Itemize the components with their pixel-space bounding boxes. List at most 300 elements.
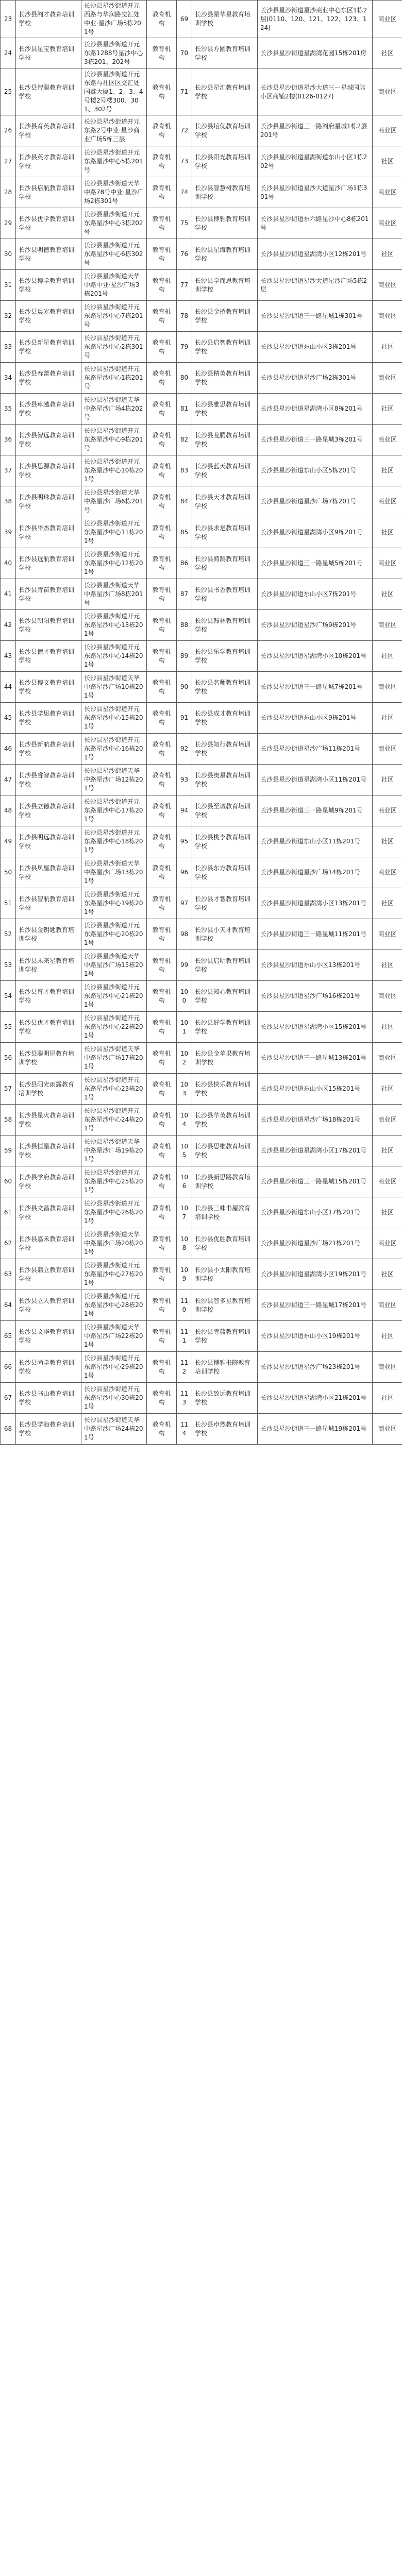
school-category: 教育机构 [147,857,177,888]
table-row [1,950,402,981]
school-name: 长沙县星火教育培训学校 [16,1105,81,1136]
school-name: 长沙县卓越教育培训学校 [16,394,81,425]
school-name: 长沙县湘才教育培训学校 [16,1,81,38]
row-index-right: 74 [177,177,192,208]
school-name-right: 长沙县翰林教育培训学校 [192,610,258,641]
row-index: 41 [1,579,16,610]
location-type-right: 社区 [373,1074,402,1105]
table-row [1,301,402,332]
school-category: 教育机构 [147,579,177,610]
row-index-right: 82 [177,425,192,455]
row-index: 56 [1,1043,16,1074]
school-name: 长沙县恒星教育培训学校 [16,1136,81,1166]
table-row [1,115,402,146]
row-index: 48 [1,795,16,826]
school-category: 教育机构 [147,950,177,981]
school-address: 长沙县星沙街道开元东路星沙中心11栋201号 [81,517,147,548]
location-type-right: 社区 [373,765,402,795]
school-name: 长沙县智聪教育培训学校 [16,69,81,115]
row-index-right: 101 [177,1012,192,1043]
school-address: 长沙县星沙街道天华中路星沙广场15栋201号 [81,950,147,981]
row-index: 62 [1,1228,16,1259]
school-address: 长沙县星沙街道天华中路星沙广场17栋201号 [81,1043,147,1074]
school-name: 长沙县新航教育培训学校 [16,734,81,765]
location-type-right: 社区 [373,888,402,919]
school-category: 教育机构 [147,208,177,239]
school-address-right: 长沙县星沙街道星湖湾花园15栋201房 [258,38,373,69]
school-category: 教育机构 [147,703,177,734]
row-index: 38 [1,486,16,517]
school-name: 长沙县尚学教育培训学校 [16,1352,81,1383]
school-name-right: 长沙县青蓝教育培训学校 [192,1321,258,1352]
row-index-right: 113 [177,1383,192,1414]
school-name-right: 长沙县知心教育培训学校 [192,981,258,1012]
school-address-right: 长沙县星沙街道星沙大道星沙广场1栋301号 [258,177,373,208]
location-type-right: 商业区 [373,795,402,826]
school-name-right: 长沙县雅思教育培训学校 [192,394,258,425]
school-address-right: 长沙县星沙街道东山小区17栋201号 [258,1197,373,1228]
school-category: 教育机构 [147,1259,177,1290]
location-type-right: 商业区 [373,208,402,239]
school-address-right: 长沙县星沙街道星沙广场14栋201号 [258,857,373,888]
school-name-right: 长沙县至诚教育培训学校 [192,795,258,826]
table-row [1,1414,402,1445]
row-index: 30 [1,239,16,270]
location-type-right: 商业区 [373,177,402,208]
table-row [1,1259,402,1290]
school-category: 教育机构 [147,38,177,69]
school-category: 教育机构 [147,1383,177,1414]
school-name: 长沙县育才教育培训学校 [16,981,81,1012]
row-index-right: 104 [177,1105,192,1136]
school-name-right: 长沙县桃李教育培训学校 [192,826,258,857]
school-name: 长沙县新星教育培训学校 [16,332,81,363]
row-index-right: 102 [177,1043,192,1074]
school-address-right: 长沙县星沙街道星湖湾小区11栋201号 [258,765,373,795]
location-type-right: 社区 [373,146,402,177]
school-name-right: 长沙县蓝天教育培训学校 [192,455,258,486]
row-index-right: 110 [177,1290,192,1321]
school-address-right: 长沙县星沙街道星沙广场21栋201号 [258,1228,373,1259]
school-address-right: 长沙县星沙街道三一路星城19栋201号 [258,1414,373,1445]
school-name: 长沙县明德教育培训学校 [16,239,81,270]
school-name: 长沙县英才教育培训学校 [16,146,81,177]
school-address: 长沙县星沙街道天华中路星沙广场8栋201号 [81,579,147,610]
table-row [1,1136,402,1166]
row-index-right: 107 [177,1197,192,1228]
row-index-right: 109 [177,1259,192,1290]
row-index: 68 [1,1414,16,1445]
school-category: 教育机构 [147,1166,177,1197]
location-type-right: 社区 [373,1197,402,1228]
row-index: 46 [1,734,16,765]
location-type-right: 商业区 [373,1166,402,1197]
row-index: 28 [1,177,16,208]
table-row [1,1228,402,1259]
school-address-right: 长沙县星沙街道东六路星沙中心8栋201号 [258,208,373,239]
school-name: 长沙县博文教育培训学校 [16,672,81,703]
school-address: 长沙县星沙街道开元东路星沙中心19栋201号 [81,888,147,919]
row-index-right: 83 [177,455,192,486]
location-type-right: 商业区 [373,1228,402,1259]
school-name-right: 长沙县思维教育培训学校 [192,1136,258,1166]
table-row [1,579,402,610]
school-name: 长沙县鼎立教育培训学校 [16,1259,81,1290]
school-category: 教育机构 [147,765,177,795]
table-row [1,486,402,517]
school-name-right: 长沙县龙腾教育培训学校 [192,425,258,455]
table-row [1,394,402,425]
school-name-right: 长沙县精英教育培训学校 [192,363,258,394]
row-index-right: 75 [177,208,192,239]
location-type-right: 社区 [373,455,402,486]
school-address: 长沙县星沙街道开元东路星沙中心26栋201号 [81,1197,147,1228]
school-address: 长沙县星沙街道开元东路星沙中心13栋201号 [81,610,147,641]
row-index-right: 112 [177,1352,192,1383]
school-name: 长沙县华杰教育培训学校 [16,517,81,548]
table-row [1,1105,402,1136]
school-address-right: 长沙县星沙街道星湖湾小区19栋201号 [258,1259,373,1290]
row-index: 59 [1,1136,16,1166]
school-address-right: 长沙县星沙街道星湖湾小区21栋201号 [258,1383,373,1414]
school-name: 长沙县学府教育培训学校 [16,1166,81,1197]
row-index-right: 73 [177,146,192,177]
row-index: 40 [1,548,16,579]
school-name: 长沙县睿智教育培训学校 [16,765,81,795]
school-address-right: 长沙县星沙街道东山小区5栋201号 [258,455,373,486]
table-row [1,1,402,38]
row-index-right: 91 [177,703,192,734]
school-name-right: 长沙县鸿鹄教育培训学校 [192,548,258,579]
school-address-right: 长沙县星沙街道三一路星城1栋301号 [258,301,373,332]
school-category: 教育机构 [147,301,177,332]
school-address-right: 长沙县星沙街道东山小区13栋201号 [258,950,373,981]
row-index-right: 78 [177,301,192,332]
school-address-right: 长沙县星沙街道三一路星城7栋201号 [258,672,373,703]
school-address-right: 长沙县星沙街道星湖湾小区13栋201号 [258,888,373,919]
school-name-right: 长沙县金桥教育培训学校 [192,301,258,332]
table-row [1,1290,402,1321]
school-category: 教育机构 [147,517,177,548]
school-address-right: 长沙县星沙街道星湖湾小区8栋201号 [258,394,373,425]
location-type-right: 社区 [373,394,402,425]
row-index: 54 [1,981,16,1012]
school-address-right: 长沙县星沙街道星湖湾小区15栋201号 [258,1012,373,1043]
school-name: 长沙县青苗教育培训学校 [16,579,81,610]
location-type-right: 社区 [373,579,402,610]
table-row [1,888,402,919]
school-address-right: 长沙县星沙街道星沙广场16栋201号 [258,981,373,1012]
school-address: 长沙县星沙街道天华中路中业·星沙广场3栋201号 [81,270,147,301]
row-index: 66 [1,1352,16,1383]
school-name-right: 长沙县致远教育培训学校 [192,1383,258,1414]
table-row [1,146,402,177]
school-address: 长沙县星沙街道开元东路星沙中心14栋201号 [81,641,147,672]
row-index-right: 89 [177,641,192,672]
school-category: 教育机构 [147,394,177,425]
row-index: 25 [1,69,16,115]
school-address-right: 长沙县星沙街道三一路湘府星城1栋2层201号 [258,115,373,146]
school-address: 长沙县星沙街道开元东路星沙中心17栋201号 [81,795,147,826]
location-type-right: 商业区 [373,363,402,394]
school-address: 长沙县星沙街道开元东路星沙中心23栋201号 [81,1074,147,1105]
location-type-right: 商业区 [373,69,402,115]
school-name-right: 长沙县华英教育培训学校 [192,1105,258,1136]
school-address: 长沙县星沙街道开元东路星沙中心10栋201号 [81,455,147,486]
school-name-right: 长沙县培优教育培训学校 [192,115,258,146]
school-category: 教育机构 [147,795,177,826]
table-row [1,425,402,455]
row-index: 24 [1,38,16,69]
school-address-right: 长沙县星沙街道星沙广场7栋201号 [258,486,373,517]
location-type-right: 社区 [373,1383,402,1414]
school-name-right: 长沙县乐学教育培训学校 [192,641,258,672]
school-name: 长沙县学海教育培训学校 [16,1414,81,1445]
school-category: 教育机构 [147,548,177,579]
school-name: 长沙县晨光教育培训学校 [16,301,81,332]
row-index: 31 [1,270,16,301]
school-address: 长沙县星沙街道开元东路星沙中心6栋302号 [81,239,147,270]
school-address-right: 长沙县星沙街道三一路星城5栋201号 [258,548,373,579]
school-address-right: 长沙县星沙街道东山小区3栋201号 [258,332,373,363]
row-index: 47 [1,765,16,795]
school-name: 长沙县金钥匙教育培训学校 [16,919,81,950]
school-address: 长沙县星沙街道天华中路星沙广场24栋201号 [81,1414,147,1445]
location-type-right: 社区 [373,332,402,363]
row-index-right: 111 [177,1321,192,1352]
school-name: 长沙县明远教育培训学校 [16,826,81,857]
row-index-right: 94 [177,795,192,826]
school-address: 长沙县星沙街道开元东路星沙中心12栋201号 [81,548,147,579]
school-name: 长沙县聪明屋教育培训学校 [16,1043,81,1074]
school-category: 教育机构 [147,486,177,517]
row-index-right: 105 [177,1136,192,1166]
table-row [1,239,402,270]
school-address: 长沙县星沙街道天华中路星沙广场12栋201号 [81,765,147,795]
row-index-right: 103 [177,1074,192,1105]
school-category: 教育机构 [147,672,177,703]
school-name-right: 长沙县奥星教育培训学校 [192,765,258,795]
school-address-right: 长沙县星沙街道星湖街道东山小区1栋202号 [258,146,373,177]
location-type-right: 社区 [373,38,402,69]
location-type-right: 社区 [373,1136,402,1166]
school-name-right: 长沙县成才教育培训学校 [192,703,258,734]
school-name-right: 长沙县才智教育培训学校 [192,888,258,919]
school-category: 教育机构 [147,1321,177,1352]
row-index-right: 106 [177,1166,192,1197]
school-category: 教育机构 [147,146,177,177]
school-category: 教育机构 [147,826,177,857]
table-body [1,1,402,1445]
school-address: 长沙县星沙街道开元东路星沙中心22栋201号 [81,1012,147,1043]
row-index: 36 [1,425,16,455]
row-index-right: 96 [177,857,192,888]
school-address-right: 长沙县星沙街道星湖湾小区12栋201号 [258,239,373,270]
school-address: 长沙县星沙街道开元东路星沙中心25栋201号 [81,1166,147,1197]
school-address: 长沙县星沙街道天华中路星沙广场20栋201号 [81,1228,147,1259]
school-name: 长沙县育英教育培训学校 [16,115,81,146]
school-address-right: 长沙县星沙街道三一路星城3栋201号 [258,425,373,455]
school-address-right: 长沙县星沙街道星沙广场23栋201号 [258,1352,373,1383]
school-name-right: 长沙县天才教育培训学校 [192,486,258,517]
row-index: 26 [1,115,16,146]
school-name-right: 长沙县书香教育培训学校 [192,579,258,610]
table-row [1,38,402,69]
table-row [1,332,402,363]
school-category: 教育机构 [147,1012,177,1043]
location-type-right: 社区 [373,1321,402,1352]
school-name-right: 长沙县方圆教育培训学校 [192,38,258,69]
school-name-right: 长沙县新思路教育培训学校 [192,1166,258,1197]
school-address-right: 长沙县星沙街道星沙大道星沙广场5栋2层 [258,270,373,301]
row-index-right: 77 [177,270,192,301]
location-type-right: 商业区 [373,425,402,455]
table-row [1,1352,402,1383]
location-type-right: 社区 [373,950,402,981]
school-name: 长沙县文华教育培训学校 [16,1321,81,1352]
school-address: 长沙县星沙街道开元东路1288号星沙中心3栋201、202号 [81,38,147,69]
school-name-right: 长沙县智慧树教育培训学校 [192,177,258,208]
school-category: 教育机构 [147,1074,177,1105]
school-name-right: 长沙县求是教育培训学校 [192,517,258,548]
school-address: 长沙县星沙街道开元东路星沙中心16栋201号 [81,734,147,765]
school-address-right: 长沙县星沙街道三一路星城13栋201号 [258,1043,373,1074]
school-address-right: 长沙县星沙街道东山小区15栋201号 [258,1074,373,1105]
row-index-right: 69 [177,1,192,38]
row-index: 37 [1,455,16,486]
table-row [1,208,402,239]
school-address-right: 长沙县星沙街道东山小区19栋201号 [258,1321,373,1352]
school-address: 长沙县星沙街道开元东路2号中业·星沙商业广场5栋三层 [81,115,147,146]
row-index-right: 93 [177,765,192,795]
row-index: 63 [1,1259,16,1290]
school-address: 长沙县星沙街道开元东路与社区区交汇处国鑫大厦1、2、3、4号楼2号楼300、301、302号 [81,69,147,115]
school-name: 长沙县智远教育培训学校 [16,425,81,455]
table-row [1,734,402,765]
school-category: 教育机构 [147,981,177,1012]
school-address: 长沙县星沙街道开元东路星沙中心30栋201号 [81,1383,147,1414]
row-index: 52 [1,919,16,950]
location-type-right: 社区 [373,826,402,857]
row-index-right: 100 [177,981,192,1012]
table-row [1,177,402,208]
school-name-right: 长沙县三味书屋教育培训学校 [192,1197,258,1228]
school-address-right: 长沙县星沙街道三一路星城9栋201号 [258,795,373,826]
row-index-right: 90 [177,672,192,703]
location-type-right: 社区 [373,517,402,548]
school-name-right: 长沙县启明教育培训学校 [192,950,258,981]
school-address-right: 长沙县星沙街道星湖湾小区9栋201号 [258,517,373,548]
table-row [1,1074,402,1105]
school-category: 教育机构 [147,115,177,146]
row-index-right: 79 [177,332,192,363]
school-name-right: 长沙县小太阳教育培训学校 [192,1259,258,1290]
row-index-right: 97 [177,888,192,919]
school-address: 长沙县星沙街道开元东路星沙中心5栋201号 [81,146,147,177]
school-address-right: 长沙县星沙街道三一路星城15栋201号 [258,1166,373,1197]
table-row [1,69,402,115]
school-address-right: 长沙县星沙街道三一路星城11栋201号 [258,919,373,950]
school-address: 长沙县星沙街道开元西路与华润路交汇处中业·星沙广场5栋201号 [81,1,147,38]
location-type-right: 社区 [373,1012,402,1043]
table-row [1,672,402,703]
row-index: 49 [1,826,16,857]
school-category: 教育机构 [147,641,177,672]
school-address: 长沙县星沙街道天华中路星沙广场13栋201号 [81,857,147,888]
school-address-right: 长沙县星沙街道星沙广场9栋201号 [258,610,373,641]
school-name-right: 长沙县名师教育培训学校 [192,672,258,703]
location-type-right: 商业区 [373,548,402,579]
table-row [1,610,402,641]
school-address: 长沙县星沙街道开元东路星沙中心18栋201号 [81,826,147,857]
school-address-right: 长沙县星沙街道星沙广场11栋201号 [258,734,373,765]
school-address: 长沙县星沙街道开元东路星沙中心1栋201号 [81,363,147,394]
school-category: 教育机构 [147,610,177,641]
school-address: 长沙县星沙街道开元东路星沙中心3栋202号 [81,208,147,239]
row-index: 58 [1,1105,16,1136]
location-type-right: 商业区 [373,301,402,332]
school-address: 长沙县星沙街道开元东路星沙中心15栋201号 [81,703,147,734]
school-name: 长沙县启航教育培训学校 [16,177,81,208]
school-address-right: 长沙县星沙街道三一路星城17栋201号 [258,1290,373,1321]
row-index: 57 [1,1074,16,1105]
school-address-right: 长沙县星沙街道东山小区7栋201号 [258,579,373,610]
row-index-right: 70 [177,38,192,69]
school-address: 长沙县星沙街道开元东路星沙中心24栋201号 [81,1105,147,1136]
row-index: 45 [1,703,16,734]
school-address-right: 长沙县星沙街道东山小区11栋201号 [258,826,373,857]
school-address: 长沙县星沙街道开元东路星沙中心2栋301号 [81,332,147,363]
row-index: 42 [1,610,16,641]
school-address-right: 长沙县星沙街道星湖湾小区10栋201号 [258,641,373,672]
table-row [1,1043,402,1074]
school-address: 长沙县星沙街道开元东路星沙中心7栋201号 [81,301,147,332]
table-row [1,919,402,950]
location-type-right: 社区 [373,641,402,672]
row-index: 61 [1,1197,16,1228]
school-address: 长沙县星沙街道天华中路星沙广场22栋201号 [81,1321,147,1352]
table-row [1,517,402,548]
table-row [1,857,402,888]
location-type-right: 商业区 [373,115,402,146]
school-address: 长沙县星沙街道开元东路星沙中心9栋201号 [81,425,147,455]
school-address: 长沙县星沙街道开元东路星沙中心20栋201号 [81,919,147,950]
school-name-right: 长沙县金苹果教育培训学校 [192,1043,258,1074]
table-row [1,548,402,579]
school-address: 长沙县星沙街道天华中路星沙广场6栋201号 [81,486,147,517]
table-row [1,363,402,394]
school-address-right: 长沙县星沙街道星沙广场2栋301号 [258,363,373,394]
school-name-right: 长沙县智多星教育培训学校 [192,1290,258,1321]
school-category: 教育机构 [147,270,177,301]
school-category: 教育机构 [147,69,177,115]
row-index-right: 98 [177,919,192,950]
row-index: 60 [1,1166,16,1197]
location-type-right: 商业区 [373,1105,402,1136]
school-category: 教育机构 [147,1197,177,1228]
table-row [1,703,402,734]
row-index-right: 85 [177,517,192,548]
row-index-right: 95 [177,826,192,857]
location-type-right: 商业区 [373,610,402,641]
row-index-right: 87 [177,579,192,610]
row-index-right: 88 [177,610,192,641]
school-category: 教育机构 [147,177,177,208]
school-category: 教育机构 [147,1,177,38]
school-category: 教育机构 [147,1414,177,1445]
school-name: 长沙县春蕾教育培训学校 [16,363,81,394]
row-index-right: 92 [177,734,192,765]
